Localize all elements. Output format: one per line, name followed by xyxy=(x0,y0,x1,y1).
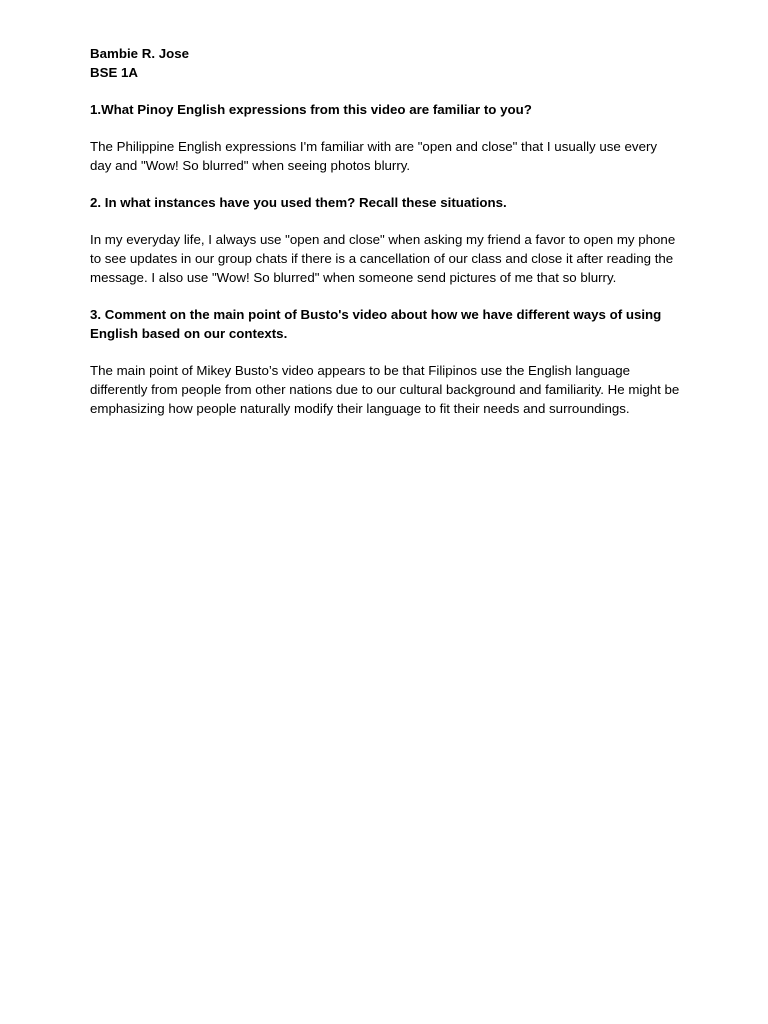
document-header xyxy=(90,44,680,82)
question-3: 3. Comment on the main point of Busto's video about how we have different ways of using English based on our contexts. xyxy=(90,307,662,341)
author-name: Bambie R. Jose xyxy=(90,46,190,61)
answer-2: In my everyday life, I always use "open and close" when asking my friend a favor to open my phone to see updates in our group chats if there is a cancellation of our class and close it after reading the message. I also use "Wow! So blurred" when someone send pictures of me that so blurry. xyxy=(90,232,676,285)
class-section: BSE 1A xyxy=(90,65,139,80)
question-1: 1.What Pinoy English expressions from this video are familiar to you? xyxy=(90,102,532,117)
answer-3: The main point of Mikey Busto’s video appears to be that Filipinos use the English language differently from people from other nations due to our cultural background and familiarity. He might be emphasizing how people naturally modify their language to fit their needs and surroundings. xyxy=(90,363,680,416)
answer-1: The Philippine English expressions I'm familiar with are "open and close" that I usually use every day and "Wow! So blurred" when seeing photos blurry. xyxy=(90,139,658,173)
document-page xyxy=(90,44,680,418)
question-2: 2. In what instances have you used them? Recall these situations. xyxy=(90,195,507,210)
